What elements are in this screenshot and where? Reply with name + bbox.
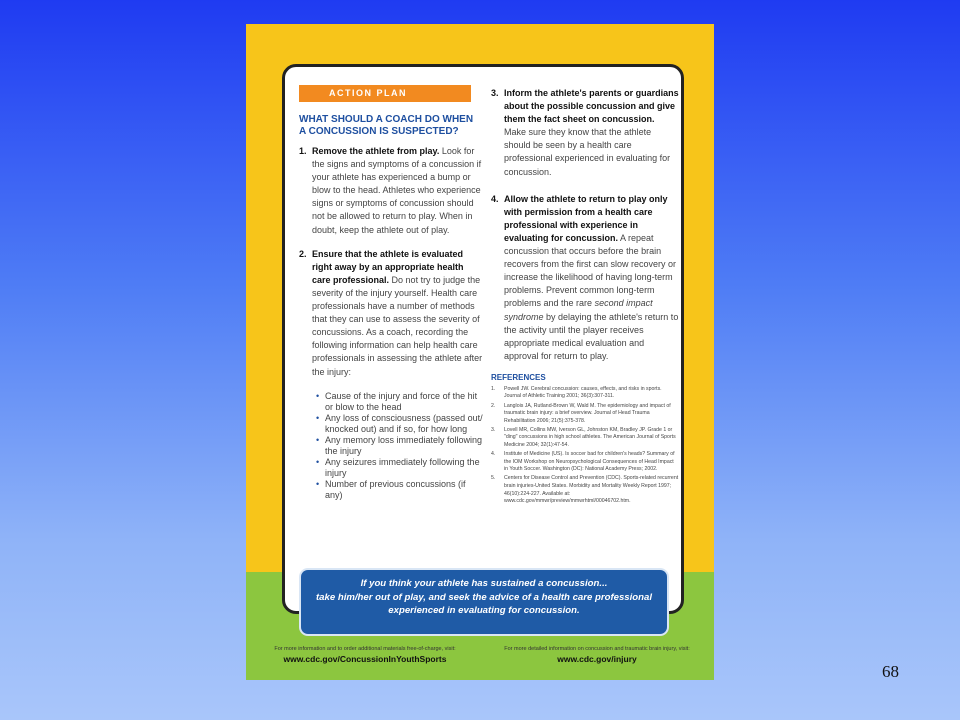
reference-item <box>491 403 679 426</box>
injury-info-list <box>299 391 484 501</box>
left-column <box>299 85 484 501</box>
step-italic: second impact syndrome <box>504 298 653 322</box>
references-list <box>491 386 679 506</box>
reference-text: Institute of Medicine (US). Is soccer bad for children's heads? Summary of the IOM Workshop on Neuropsychological Consequences of Head Impact in Youth Soccer. Washington (DC): National Academy Press; 2002. <box>504 451 675 473</box>
content-card <box>282 64 684 614</box>
step-text: by delaying the athlete's return to the activity until the player receives appropriate medical evaluation and approval for return to play. <box>504 311 679 361</box>
step-text: Make sure they know that the athlete should be seen by a health care professional experienced in evaluating for concussion. <box>504 127 671 177</box>
list-item: • Any loss of consciousness (passed out/ knocked out) and if so, for how long <box>317 413 484 435</box>
step-text: A repeat concussion that occurs before the brain recovers from the first can slow recovery or increase the likelihood of having long-term problems. Prevent common long-term problems and the rare <box>504 232 677 309</box>
step-heading: Ensure that the athlete is evaluated right away by an appropriate health care professional. <box>312 248 464 285</box>
reference-text: Centers for Disease Control and Prevention (CDC). Sports-related recurrent brain injuries-United States. Morbidity and Mortality Weekly Report 1997; 46(10):224-227. Available at: www.cdc.gov/mmwr/preview/mmwrhtml/00046702.htm. <box>504 475 679 505</box>
right-column <box>491 87 679 507</box>
callout-line-2: take him/her out of play, and seek the advice of a health care professional <box>315 591 653 603</box>
action-plan-header: ACTION PLAN <box>299 85 471 102</box>
reference-text: Lovell MR, Collins MW, Iverson GL, Johnston KM, Bradley JP. Grade 1 or "ding" concussions in high school athletes. The American Journal of Sports Medicine 2004; 32(1):47-54. <box>504 426 676 449</box>
question-line-1: WHAT SHOULD A COACH DO WHEN <box>299 114 474 125</box>
footer-right-text: For more detailed information on concussion and traumatic brain injury, visit: <box>504 646 690 652</box>
footer-left-link[interactable]: www.cdc.gov/ConcussionInYouthSports <box>283 654 447 664</box>
footer-right-link[interactable]: www.cdc.gov/injury <box>557 654 637 664</box>
reference-item <box>491 451 679 474</box>
list-item: • Any seizures immediately following the injury <box>317 457 484 479</box>
reference-text: Langlois JA, Rutland-Brown W, Wald M. The epidemiology and impact of traumatic brain injury: a brief overview. Journal of Head Trauma Rehabilitation 2006; 21(5):375-378. <box>504 402 671 424</box>
list-item: • Cause of the injury and force of the hit or blow to the head <box>317 391 484 413</box>
callout-line-1: If you think your athlete has sustained a concussion... <box>360 578 608 589</box>
step-heading: Allow the athlete to return to play only with permission from a health care professional with experience in evaluating for concussion. <box>504 193 668 243</box>
step-1 <box>299 145 484 237</box>
reference-number: 5. <box>491 475 496 482</box>
footer-left-text: For more information and to order additional materials free-of-charge, visit: <box>274 646 456 652</box>
step-number: 1. <box>299 146 307 156</box>
reference-text: Powell JW. Cerebral concussion: causes, effects, and risks in sports. Journal of Athletic Training 2001; 36(3):307-311. <box>504 385 662 400</box>
reference-item <box>491 475 679 505</box>
step-heading: Remove the athlete from play. <box>312 146 440 156</box>
callout-box <box>301 570 667 634</box>
step-number: 2. <box>299 248 307 259</box>
step-text: Look for the signs and symptoms of a concussion if your athlete has experienced a bump or blow to the head. Athletes who experience signs or symptoms of concussion should not be allowed to return to play. When in doubt, keep the athlete out of play. <box>312 146 482 235</box>
step-heading: Inform the athlete's parents or guardians about the possible concussion and give them the fact sheet on concussion. <box>504 88 679 125</box>
reference-number: 3. <box>491 426 496 433</box>
footer-left <box>250 646 480 664</box>
step-number: 3. <box>491 88 499 98</box>
step-number: 4. <box>491 193 499 204</box>
action-plan-poster <box>246 24 714 680</box>
question-line-2: A CONCUSSION IS SUSPECTED? <box>299 126 459 137</box>
step-3 <box>491 87 679 179</box>
step-body <box>312 145 484 237</box>
footer-right <box>482 646 712 664</box>
step-4 <box>491 193 679 363</box>
reference-item <box>491 386 679 401</box>
reference-number: 2. <box>491 402 496 409</box>
reference-item <box>491 427 679 450</box>
step-text: Do not try to judge the severity of the injury yourself. Health care professionals have a number of methods that they can use to assess the severity of concussions. As a coach, recording the following information can help health care professionals in assessing the athlete after the injury: <box>312 274 483 377</box>
section-question <box>299 114 484 138</box>
reference-number: 1. <box>491 385 496 392</box>
list-item: • Any memory loss immediately following the injury <box>317 435 484 457</box>
callout-line-3: experienced in evaluating for concussion. <box>388 605 580 616</box>
step-2 <box>299 248 484 379</box>
slide-number: 68 <box>882 662 899 681</box>
step-body <box>504 193 679 363</box>
list-item: • Number of previous concussions (if any) <box>317 479 484 501</box>
reference-number: 4. <box>491 451 496 458</box>
step-body <box>504 87 679 179</box>
references-heading: REFERENCES <box>491 372 546 382</box>
step-body <box>312 248 484 379</box>
